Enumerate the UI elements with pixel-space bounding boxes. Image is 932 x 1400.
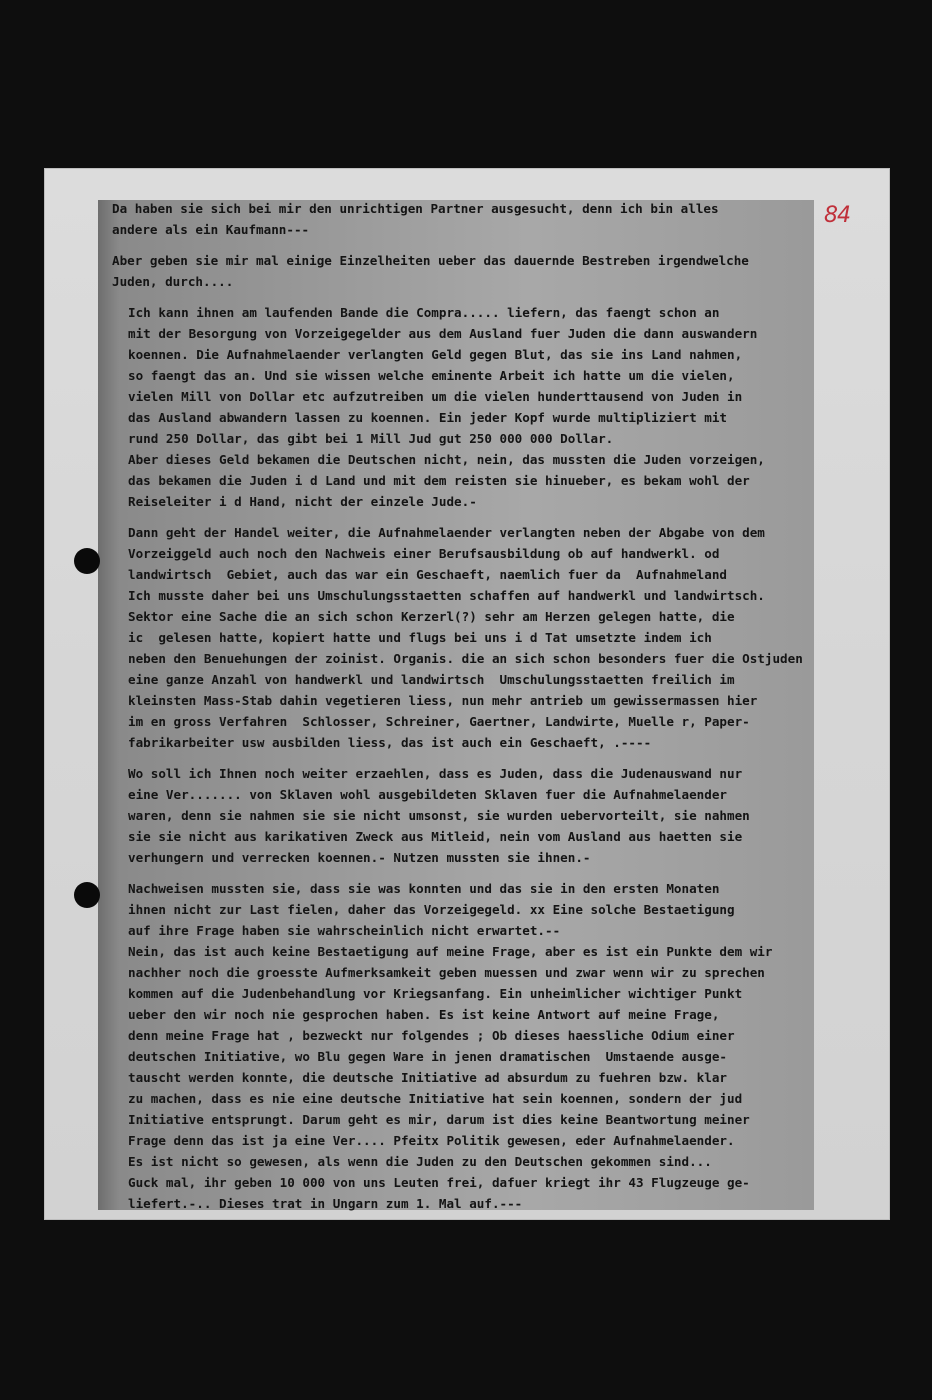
- text-line: kleinsten Mass-Stab dahin vegetieren liess, nun mehr antrieb um gewissermassen hier: [128, 693, 758, 708]
- text-line: Dann geht der Handel weiter, die Aufnahmelaender verlangten neben der Abgabe von dem: [128, 525, 765, 540]
- text-line: kommen auf die Judenbehandlung vor Kriegsanfang. Ein unheimlicher wichtiger Punkt: [128, 986, 743, 1001]
- text-line: Vorzeiggeld auch noch den Nachweis einer Berufsausbildung ob auf handwerkl. od: [128, 546, 720, 561]
- text-line: eine ganze Anzahl von handwerkl und landwirtsch Umschulungsstaetten freilich im: [128, 672, 735, 687]
- paragraph-gap: [112, 512, 812, 522]
- text-line: das Ausland abwandern lassen zu koennen. Ein jeder Kopf wurde multipliziert mit: [128, 410, 727, 425]
- text-line: das bekamen die Juden i d Land und mit dem reisten sie hinueber, es bekam wohl der: [128, 473, 750, 488]
- text-line: sie sie nicht aus karikativen Zweck aus Mitleid, nein vom Ausland aus haetten sie: [128, 829, 743, 844]
- text-line: verhungern und verrecken koennen.- Nutzen mussten sie ihnen.-: [128, 850, 591, 865]
- text-line: Juden, durch....: [112, 274, 234, 289]
- paragraph: [112, 763, 812, 868]
- punch-hole-bottom: [74, 882, 100, 908]
- text-line: zu machen, dass es nie eine deutsche Initiative hat sein koennen, sondern der jud: [128, 1091, 743, 1106]
- text-line: neben den Benuehungen der zoinist. Organis. die an sich schon besonders fuer die Ostjuden: [128, 651, 803, 666]
- text-line: Es ist nicht so gewesen, als wenn die Juden zu den Deutschen gekommen sind...: [128, 1154, 712, 1169]
- text-line: landwirtsch Gebiet, auch das war ein Geschaeft, naemlich fuer da Aufnahmeland: [128, 567, 727, 582]
- text-line: andere als ein Kaufmann---: [112, 222, 310, 237]
- text-line: eine Ver....... von Sklaven wohl ausgebildeten Sklaven fuer die Aufnahmelaender: [128, 787, 727, 802]
- text-line: tauscht werden konnte, die deutsche Initiative ad absurdum zu fuehren bzw. klar: [128, 1070, 727, 1085]
- text-line: im en gross Verfahren Schlosser, Schreiner, Gaertner, Landwirte, Muelle r, Paper-: [128, 714, 750, 729]
- paragraph: [112, 302, 812, 512]
- text-line: Frage denn das ist ja eine Ver.... Pfeitx Politik gewesen, eder Aufnahmelaender.: [128, 1133, 735, 1148]
- text-line: Sektor eine Sache die an sich schon Kerzerl(?) sehr am Herzen gelegen hatte, die: [128, 609, 735, 624]
- text-line: mit der Besorgung von Vorzeigegelder aus dem Ausland fuer Juden die dann auswandern: [128, 326, 758, 341]
- text-line: Guck mal, ihr geben 10 000 von uns Leuten frei, dafuer kriegt ihr 43 Flugzeuge ge-: [128, 1175, 750, 1190]
- paragraph-gap: [112, 753, 812, 763]
- punch-hole-top: [74, 548, 100, 574]
- paragraph: [112, 522, 812, 753]
- text-line: Nein, das ist auch keine Bestaetigung auf meine Frage, aber es ist ein Punkte dem wir: [128, 944, 773, 959]
- text-line: Da haben sie sich bei mir den unrichtigen Partner ausgesucht, denn ich bin alles: [112, 201, 719, 216]
- text-line: so faengt das an. Und sie wissen welche eminente Arbeit ich hatte um die vielen,: [128, 368, 735, 383]
- text-line: fabrikarbeiter usw ausbilden liess, das ist auch ein Geschaeft, .----: [128, 735, 652, 750]
- paragraph-gap: [112, 240, 812, 250]
- paragraph-gap: [112, 292, 812, 302]
- text-line: deutschen Initiative, wo Blu gegen Ware in jenen dramatischen Umstaende ausge-: [128, 1049, 727, 1064]
- page-number-handwritten: 84: [824, 203, 850, 228]
- paragraph: [112, 250, 812, 292]
- text-line: Ich kann ihnen am laufenden Bande die Compra..... liefern, das faengt schon an: [128, 305, 720, 320]
- text-line: Nachweisen mussten sie, dass sie was konnten und das sie in den ersten Monaten: [128, 881, 720, 896]
- text-line: ic gelesen hatte, kopiert hatte und flugs bei uns i d Tat umsetzte indem ich: [128, 630, 712, 645]
- text-line: vielen Mill von Dollar etc aufzutreiben um die vielen hunderttausend von Juden in: [128, 389, 743, 404]
- text-line: denn meine Frage hat , bezweckt nur folgendes ; Ob dieses haessliche Odium einer: [128, 1028, 735, 1043]
- text-line: auf ihre Frage haben sie wahrscheinlich nicht erwartet.--: [128, 923, 561, 938]
- text-line: Ich musste daher bei uns Umschulungsstaetten schaffen auf handwerkl und landwirtsch.: [128, 588, 765, 603]
- text-line: Wo soll ich Ihnen noch weiter erzaehlen, dass es Juden, dass die Judenauswand nur: [128, 766, 743, 781]
- text-line: Aber dieses Geld bekamen die Deutschen nicht, nein, das mussten die Juden vorzeigen,: [128, 452, 765, 467]
- text-line: liefert.-.. Dieses trat in Ungarn zum 1. Mal auf.---: [128, 1196, 523, 1211]
- text-line: ihnen nicht zur Last fielen, daher das Vorzeigegeld. xx Eine solche Bestaetigung: [128, 902, 735, 917]
- text-line: koennen. Die Aufnahmelaender verlangten Geld gegen Blut, das sie ins Land nahmen,: [128, 347, 743, 362]
- text-line: waren, denn sie nahmen sie sie nicht umsonst, sie wurden uebervorteilt, sie nahmen: [128, 808, 750, 823]
- paragraph: [112, 878, 812, 1214]
- text-line: nachher noch die groesste Aufmerksamkeit geben muessen und zwar wenn wir zu sprechen: [128, 965, 765, 980]
- text-line: rund 250 Dollar, das gibt bei 1 Mill Jud gut 250 000 000 Dollar.: [128, 431, 614, 446]
- text-line: ueber den wir noch nie gesprochen haben. Es ist keine Antwort auf meine Frage,: [128, 1007, 720, 1022]
- text-line: Aber geben sie mir mal einige Einzelheiten ueber das dauernde Bestreben irgendwelche: [112, 253, 749, 268]
- paragraph: [112, 198, 812, 240]
- typewritten-body: [112, 198, 812, 1214]
- text-line: Initiative entsprungt. Darum geht es mir, darum ist dies keine Beantwortung meiner: [128, 1112, 750, 1127]
- text-line: Reiseleiter i d Hand, nicht der einzele Jude.-: [128, 494, 477, 509]
- paragraph-gap: [112, 868, 812, 878]
